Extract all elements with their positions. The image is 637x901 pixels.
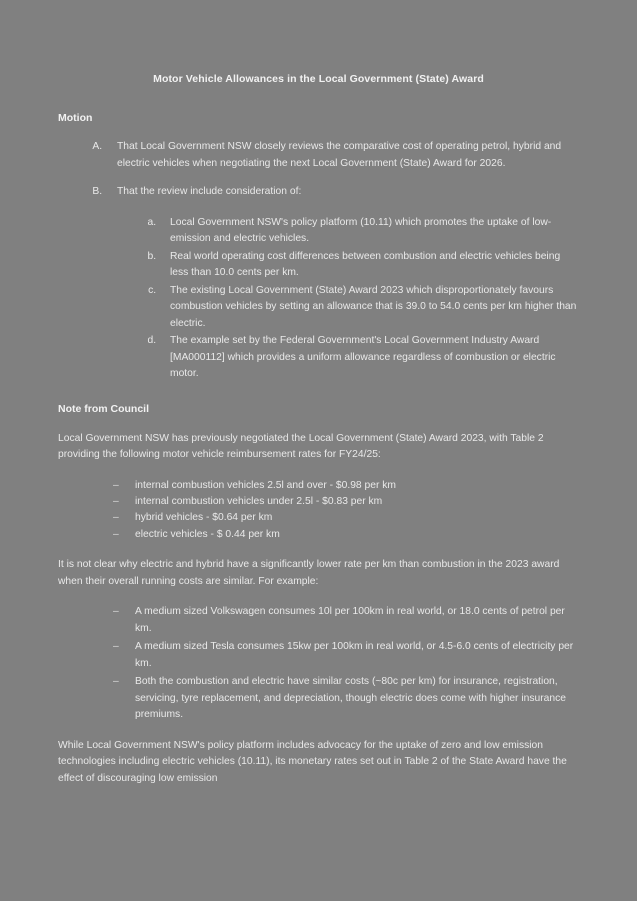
motion-subitem-b [159, 249, 579, 282]
note-heading: Note from Council [58, 403, 149, 416]
note-closing-paragraph: While Local Government NSW's policy platform includes advocacy for the uptake of zero and low emission technologies including electric vehicles (10.11), its monetary rates set out in Table 2 of the State Award have the effect of discouraging low emission [58, 739, 567, 784]
motion-subitem-a-text: Local Government NSW's policy platform (10.11) which promotes the uptake of low-emission and electric vehicles. [170, 216, 552, 245]
motion-item-b [105, 184, 579, 382]
rate-item-electric-text: electric vehicles - $ 0.44 per km [135, 528, 280, 540]
rate-item-hybrid-text: hybrid vehicles - $0.64 per km [135, 512, 273, 524]
note-intro-paragraph: Local Government NSW has previously negotiated the Local Government (State) Award 2023, with Table 2 providing the following motor vehicle reimbursement rates for FY24/25: [58, 432, 544, 461]
motion-item-b-text: That the review include consideration of: [117, 186, 302, 198]
motion-subitem-c [159, 283, 579, 332]
example-item-tesla-text: A medium sized Tesla consumes 15kw per 100km in real world, or 4.5-6.0 cents of electricity per km. [135, 641, 574, 669]
example-item-tesla [113, 639, 579, 672]
reimbursement-rates-list [58, 478, 579, 544]
section-spacer [58, 394, 579, 402]
motion-item-a [105, 139, 579, 172]
motion-subitem-b-text: Real world operating cost differences between combustion and electric vehicles being less than 10.0 cents per km. [170, 250, 561, 279]
motion-item-a-text: That Local Government NSW closely reviews the comparative cost of operating petrol, hybrid and electric vehicles when negotiating the next Local Government (State) Award for 2026. [117, 141, 562, 169]
rate-item-electric [113, 527, 579, 543]
rate-item-combustion-large-text: internal combustion vehicles 2.5l and over - $0.98 per km [135, 479, 396, 491]
motion-subitem-list [117, 215, 579, 383]
rate-item-combustion-small [113, 494, 579, 510]
motion-subitem-a [159, 215, 579, 248]
motion-heading: Motion [58, 112, 93, 125]
motion-subitem-d [159, 333, 579, 382]
example-item-volkswagen-text: A medium sized Volkswagen consumes 10l per 100km in real world, or 18.0 cents of petrol per km. [135, 606, 565, 634]
rate-item-combustion-small-text: internal combustion vehicles under 2.5l - $0.83 per km [135, 496, 383, 508]
rate-item-combustion-large [113, 478, 579, 494]
examples-list [58, 604, 579, 723]
example-item-running-costs [113, 674, 579, 723]
note-comparison-paragraph: It is not clear why electric and hybrid have a significantly lower rate per km than combustion in the 2023 award when their overall running costs are similar. For example: [58, 559, 560, 587]
example-item-volkswagen [113, 604, 579, 637]
rate-item-hybrid [113, 510, 579, 526]
motion-subitem-d-text: The example set by the Federal Government's Local Government Industry Award [MA000112] which provides a uniform allowance regardless of combustion or electric motor. [170, 335, 556, 379]
motion-list [58, 139, 579, 382]
motion-subitem-c-text: The existing Local Government (State) Award 2023 which disproportionately favours combustion vehicles by setting an allowance that is 39.0 to 54.0 cents per km higher than electric. [170, 284, 577, 329]
example-item-running-costs-text: Both the combustion and electric have similar costs (~80c per km) for insurance, registration, servicing, tyre replacement, and depreciation, though electric does come with higher insurance premiums. [135, 676, 566, 721]
document-title: Motor Vehicle Allowances in the Local Government (State) Award [153, 73, 484, 85]
